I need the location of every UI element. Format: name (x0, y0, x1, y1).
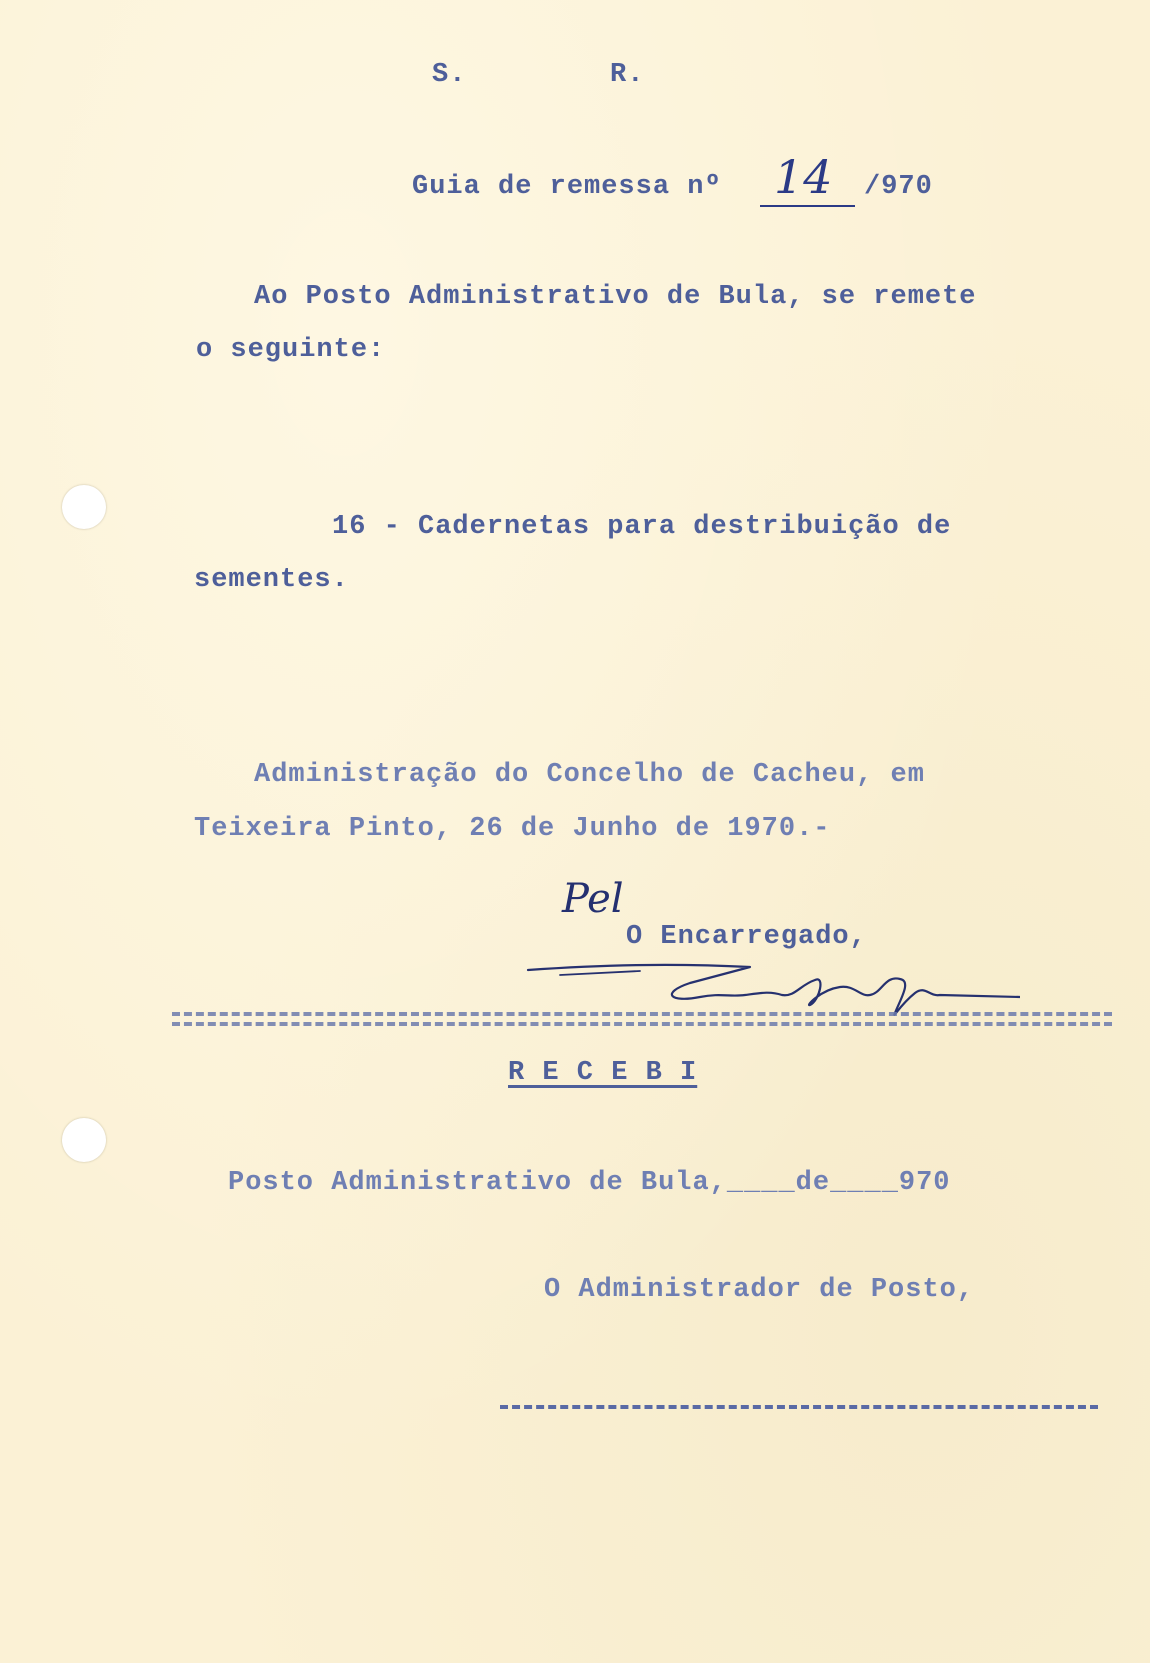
header-s: S. (432, 60, 467, 90)
signatory-title: O Encarregado, (626, 922, 867, 952)
place-date-line-2: Teixeira Pinto, 26 de Junho de 1970.- (194, 814, 831, 844)
receipt-heading: R E C E B I (508, 1058, 698, 1088)
separator-dashed-line (172, 1012, 1112, 1026)
place-date-line-1: Administração do Concelho de Cacheu, em (254, 760, 925, 790)
page-edge (1150, 0, 1165, 1663)
item-line-2: sementes. (194, 565, 349, 595)
receipt-signatory-title: O Administrador de Posto, (544, 1275, 975, 1305)
guia-title-prefix: Guia de remessa nº (412, 172, 722, 202)
header-r: R. (610, 60, 645, 90)
item-line-1: 16 - Cadernetas para destribuição de (332, 512, 952, 542)
guia-number-handwritten: 14 (774, 150, 833, 204)
receipt-place-line: Posto Administrativo de Bula,____de____970 (228, 1168, 951, 1198)
guia-title-suffix: /970 (864, 172, 933, 202)
pel-initials-handwritten: Pel (562, 876, 624, 922)
receipt-signature-line (500, 1405, 1098, 1409)
intro-line-1: Ao Posto Administrativo de Bula, se remete (254, 282, 977, 312)
guia-number-underline (760, 205, 855, 207)
intro-line-2: o seguinte: (196, 335, 386, 365)
punch-hole-bottom (62, 1118, 106, 1162)
punch-hole-top (62, 485, 106, 529)
